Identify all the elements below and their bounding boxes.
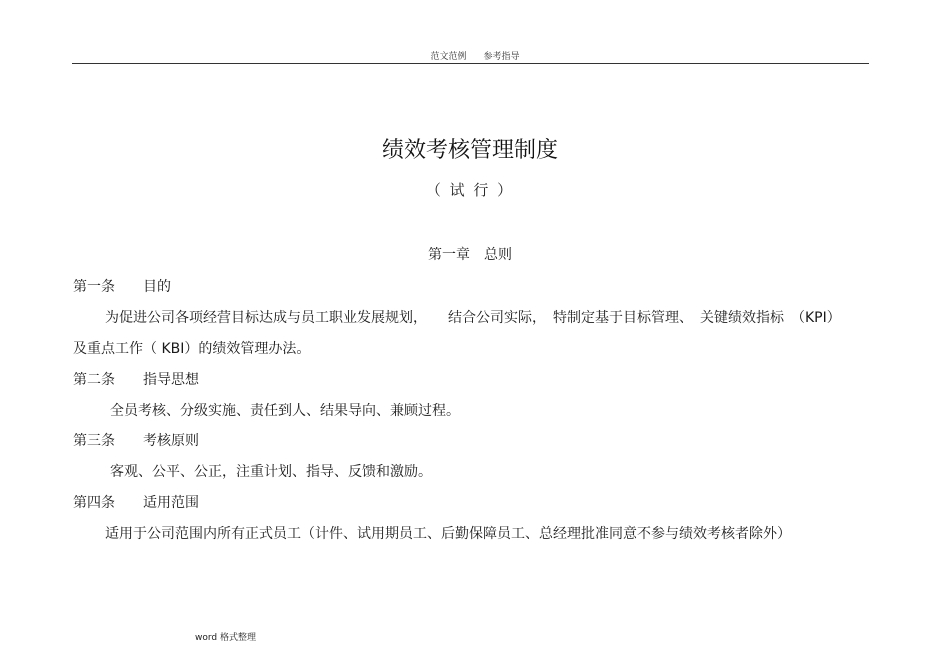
article-number: 第二条 <box>73 372 115 388</box>
article-name: 考核原则 <box>143 433 199 449</box>
article-heading <box>73 369 199 389</box>
article-text-line: 为促进公司各项经营目标达成与员工职业发展规划， 结合公司实际， 特制定基于目标管理、 关键绩效指标 （KPI） <box>105 310 841 326</box>
article-text-line: 全员考核、分级实施、责任到人、结果导向、兼顾过程。 <box>110 403 460 419</box>
chapter-heading <box>0 244 940 264</box>
header-left-text: 范文范例 <box>430 52 467 62</box>
article-heading <box>73 492 199 512</box>
article-name: 目的 <box>143 279 171 295</box>
chapter-name: 总则 <box>484 247 512 263</box>
article-text-line: 及重点工作（ KBI）的绩效管理办法。 <box>73 341 311 357</box>
page-footer: word 格式整理 <box>195 633 256 643</box>
document-subtitle: （ 试 行 ） <box>425 181 515 199</box>
header-right-text: 参考指导 <box>483 52 520 62</box>
article-heading <box>73 276 171 296</box>
chapter-number: 第一章 <box>428 247 470 263</box>
page-header <box>0 49 950 62</box>
article-name: 指导思想 <box>143 372 199 388</box>
document-title: 绩效考核管理制度 <box>381 138 558 163</box>
article-text-line: 客观、公平、公正，注重计划、指导、反馈和激励。 <box>110 464 432 480</box>
header-rule <box>72 63 869 64</box>
article-name: 适用范围 <box>143 495 199 511</box>
article-number: 第一条 <box>73 279 115 295</box>
article-text-line: 适用于公司范围内所有正式员工（计件、试用期员工、后勤保障员工、总经理批准同意不参与绩效考核者除外） <box>105 526 791 542</box>
article-number: 第四条 <box>73 495 115 511</box>
article-heading <box>73 430 199 450</box>
article-number: 第三条 <box>73 433 115 449</box>
